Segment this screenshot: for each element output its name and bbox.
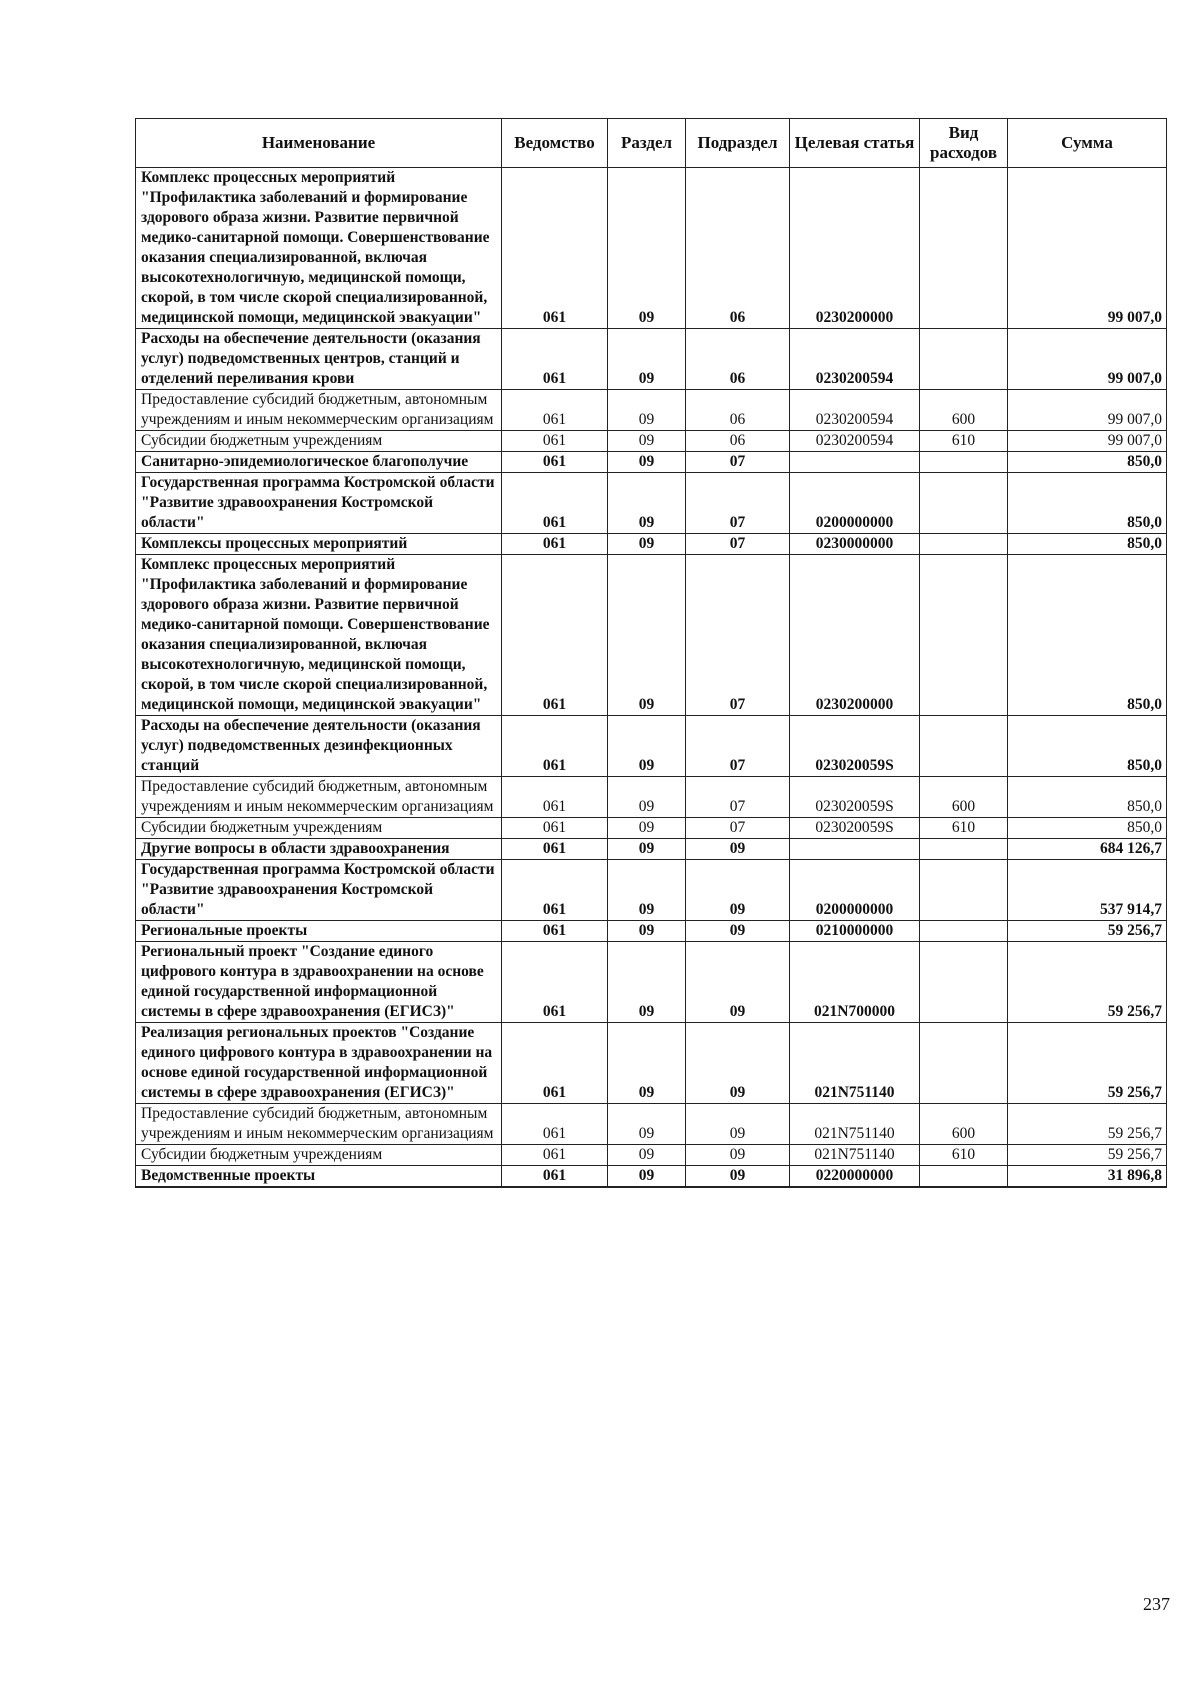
cell-subsection: 06 (686, 168, 790, 329)
cell-section: 09 (608, 329, 686, 390)
cell-target-article: 0220000000 (790, 1166, 920, 1188)
table-row (136, 860, 1167, 921)
table-row (136, 1104, 1167, 1145)
table-row (136, 1166, 1167, 1188)
cell-name: Комплекс процессных мероприятий "Профилактика заболеваний и формирование здорового образа жизни. Развитие первичной медико-санитарной помощи. Совершенствование оказания специализированной, включая высокотехнологичную, медицинской помощи, скорой, в том числе скорой специализированной, медицинской помощи, медицинской эвакуации" (136, 555, 502, 716)
cell-department: 061 (502, 473, 608, 534)
cell-name: Расходы на обеспечение деятельности (оказания услуг) подведомственных дезинфекционных станций (136, 716, 502, 777)
cell-department: 061 (502, 555, 608, 716)
table-row (136, 1145, 1167, 1166)
cell-department: 061 (502, 839, 608, 860)
table-row (136, 921, 1167, 942)
table-header-row (136, 119, 1167, 168)
header-subsection: Подраздел (686, 119, 790, 168)
cell-department: 061 (502, 168, 608, 329)
cell-subsection: 06 (686, 390, 790, 431)
cell-target-article (790, 839, 920, 860)
cell-subsection: 07 (686, 452, 790, 473)
cell-name: Комплексы процессных мероприятий (136, 534, 502, 555)
cell-amount: 99 007,0 (1008, 431, 1167, 452)
cell-subsection: 09 (686, 1104, 790, 1145)
cell-target-article: 0230000000 (790, 534, 920, 555)
cell-expense-type (920, 534, 1008, 555)
cell-expense-type (920, 942, 1008, 1023)
cell-expense-type (920, 329, 1008, 390)
cell-section: 09 (608, 168, 686, 329)
cell-name: Другие вопросы в области здравоохранения (136, 839, 502, 860)
cell-expense-type (920, 473, 1008, 534)
cell-amount: 31 896,8 (1008, 1166, 1167, 1188)
cell-expense-type (920, 168, 1008, 329)
cell-section: 09 (608, 555, 686, 716)
cell-amount: 850,0 (1008, 534, 1167, 555)
cell-subsection: 07 (686, 777, 790, 818)
cell-target-article: 0230200594 (790, 390, 920, 431)
cell-department: 061 (502, 716, 608, 777)
cell-name: Реализация региональных проектов "Создание единого цифрового контура в здравоохранении на основе единой государственной информационной системы в сфере здравоохранения (ЕГИСЗ)" (136, 1023, 502, 1104)
cell-section: 09 (608, 921, 686, 942)
table-row (136, 818, 1167, 839)
cell-section: 09 (608, 1166, 686, 1188)
cell-target-article: 021N700000 (790, 942, 920, 1023)
cell-name: Ведомственные проекты (136, 1166, 502, 1188)
cell-section: 09 (608, 1104, 686, 1145)
table-row (136, 942, 1167, 1023)
cell-section: 09 (608, 942, 686, 1023)
table-row (136, 777, 1167, 818)
cell-subsection: 09 (686, 1166, 790, 1188)
cell-expense-type (920, 555, 1008, 716)
cell-amount: 99 007,0 (1008, 168, 1167, 329)
header-amount: Сумма (1008, 119, 1167, 168)
cell-amount: 850,0 (1008, 818, 1167, 839)
cell-department: 061 (502, 1104, 608, 1145)
cell-subsection: 07 (686, 473, 790, 534)
cell-department: 061 (502, 942, 608, 1023)
cell-name: Предоставление субсидий бюджетным, автономным учреждениям и иным некоммерческим организациям (136, 777, 502, 818)
header-target-article: Целевая статья (790, 119, 920, 168)
cell-amount: 850,0 (1008, 716, 1167, 777)
table-row (136, 534, 1167, 555)
cell-name: Субсидии бюджетным учреждениям (136, 818, 502, 839)
cell-expense-type: 610 (920, 818, 1008, 839)
cell-amount: 59 256,7 (1008, 921, 1167, 942)
cell-expense-type: 610 (920, 1145, 1008, 1166)
cell-department: 061 (502, 431, 608, 452)
cell-department: 061 (502, 1145, 608, 1166)
cell-amount: 537 914,7 (1008, 860, 1167, 921)
cell-department: 061 (502, 777, 608, 818)
cell-department: 061 (502, 452, 608, 473)
budget-table-container (135, 118, 1167, 1188)
cell-amount: 850,0 (1008, 473, 1167, 534)
cell-expense-type (920, 921, 1008, 942)
cell-section: 09 (608, 1023, 686, 1104)
cell-expense-type (920, 1166, 1008, 1188)
header-section: Раздел (608, 119, 686, 168)
cell-amount: 684 126,7 (1008, 839, 1167, 860)
cell-target-article: 0200000000 (790, 473, 920, 534)
cell-section: 09 (608, 431, 686, 452)
cell-name: Расходы на обеспечение деятельности (оказания услуг) подведомственных центров, станций и отделений переливания крови (136, 329, 502, 390)
cell-name: Комплекс процессных мероприятий "Профилактика заболеваний и формирование здорового образа жизни. Развитие первичной медико-санитарной помощи. Совершенствование оказания специализированной, включая высокотехнологичную, медицинской помощи, скорой, в том числе скорой специализированной, медицинской помощи, медицинской эвакуации" (136, 168, 502, 329)
cell-department: 061 (502, 1023, 608, 1104)
cell-department: 061 (502, 329, 608, 390)
table-row (136, 452, 1167, 473)
cell-target-article: 021N751140 (790, 1104, 920, 1145)
cell-target-article: 021N751140 (790, 1145, 920, 1166)
cell-expense-type (920, 839, 1008, 860)
cell-name: Субсидии бюджетным учреждениям (136, 431, 502, 452)
cell-amount: 99 007,0 (1008, 329, 1167, 390)
cell-name: Предоставление субсидий бюджетным, автономным учреждениям и иным некоммерческим организациям (136, 1104, 502, 1145)
cell-target-article: 0230200594 (790, 431, 920, 452)
cell-target-article: 0230200000 (790, 555, 920, 716)
cell-expense-type (920, 860, 1008, 921)
cell-amount: 59 256,7 (1008, 1145, 1167, 1166)
cell-target-article: 0210000000 (790, 921, 920, 942)
cell-department: 061 (502, 860, 608, 921)
cell-subsection: 07 (686, 534, 790, 555)
cell-subsection: 09 (686, 1023, 790, 1104)
cell-target-article: 023020059S (790, 777, 920, 818)
cell-section: 09 (608, 716, 686, 777)
cell-subsection: 09 (686, 921, 790, 942)
table-row (136, 168, 1167, 329)
header-name: Наименование (136, 119, 502, 168)
cell-expense-type: 600 (920, 777, 1008, 818)
cell-section: 09 (608, 818, 686, 839)
cell-section: 09 (608, 777, 686, 818)
cell-target-article (790, 452, 920, 473)
cell-target-article: 023020059S (790, 818, 920, 839)
cell-target-article: 0200000000 (790, 860, 920, 921)
header-department: Ведомство (502, 119, 608, 168)
cell-subsection: 09 (686, 1145, 790, 1166)
cell-name: Государственная программа Костромской области "Развитие здравоохранения Костромской области" (136, 860, 502, 921)
cell-expense-type: 610 (920, 431, 1008, 452)
cell-amount: 850,0 (1008, 555, 1167, 716)
cell-department: 061 (502, 818, 608, 839)
cell-name: Санитарно-эпидемиологическое благополучие (136, 452, 502, 473)
cell-subsection: 09 (686, 860, 790, 921)
cell-amount: 59 256,7 (1008, 1023, 1167, 1104)
cell-name: Региональные проекты (136, 921, 502, 942)
cell-expense-type (920, 1023, 1008, 1104)
cell-name: Предоставление субсидий бюджетным, автономным учреждениям и иным некоммерческим организациям (136, 390, 502, 431)
cell-subsection: 07 (686, 818, 790, 839)
cell-section: 09 (608, 452, 686, 473)
cell-department: 061 (502, 921, 608, 942)
page-number: 237 (1143, 1594, 1170, 1614)
cell-name: Региональный проект "Создание единого цифрового контура в здравоохранении на основе единой государственной информационной системы в сфере здравоохранения (ЕГИСЗ)" (136, 942, 502, 1023)
cell-subsection: 06 (686, 431, 790, 452)
cell-department: 061 (502, 534, 608, 555)
table-row (136, 329, 1167, 390)
cell-department: 061 (502, 390, 608, 431)
cell-amount: 59 256,7 (1008, 1104, 1167, 1145)
cell-expense-type (920, 452, 1008, 473)
table-row (136, 473, 1167, 534)
cell-subsection: 06 (686, 329, 790, 390)
table-row (136, 839, 1167, 860)
cell-amount: 59 256,7 (1008, 942, 1167, 1023)
cell-section: 09 (608, 860, 686, 921)
cell-subsection: 07 (686, 716, 790, 777)
header-expense-type: Вид расходов (920, 119, 1008, 168)
cell-target-article: 0230200000 (790, 168, 920, 329)
cell-section: 09 (608, 390, 686, 431)
cell-expense-type: 600 (920, 390, 1008, 431)
cell-section: 09 (608, 473, 686, 534)
cell-subsection: 07 (686, 555, 790, 716)
table-row (136, 555, 1167, 716)
cell-target-article: 023020059S (790, 716, 920, 777)
table-row (136, 1023, 1167, 1104)
cell-target-article: 0230200594 (790, 329, 920, 390)
cell-subsection: 09 (686, 839, 790, 860)
cell-target-article: 021N751140 (790, 1023, 920, 1104)
cell-section: 09 (608, 534, 686, 555)
cell-amount: 99 007,0 (1008, 390, 1167, 431)
cell-section: 09 (608, 839, 686, 860)
cell-expense-type (920, 716, 1008, 777)
cell-section: 09 (608, 1145, 686, 1166)
cell-name: Субсидии бюджетным учреждениям (136, 1145, 502, 1166)
cell-subsection: 09 (686, 942, 790, 1023)
cell-name: Государственная программа Костромской области "Развитие здравоохранения Костромской области" (136, 473, 502, 534)
table-row (136, 716, 1167, 777)
budget-table (135, 118, 1167, 1188)
table-row (136, 390, 1167, 431)
cell-amount: 850,0 (1008, 452, 1167, 473)
table-row (136, 431, 1167, 452)
cell-expense-type: 600 (920, 1104, 1008, 1145)
cell-department: 061 (502, 1166, 608, 1188)
cell-amount: 850,0 (1008, 777, 1167, 818)
